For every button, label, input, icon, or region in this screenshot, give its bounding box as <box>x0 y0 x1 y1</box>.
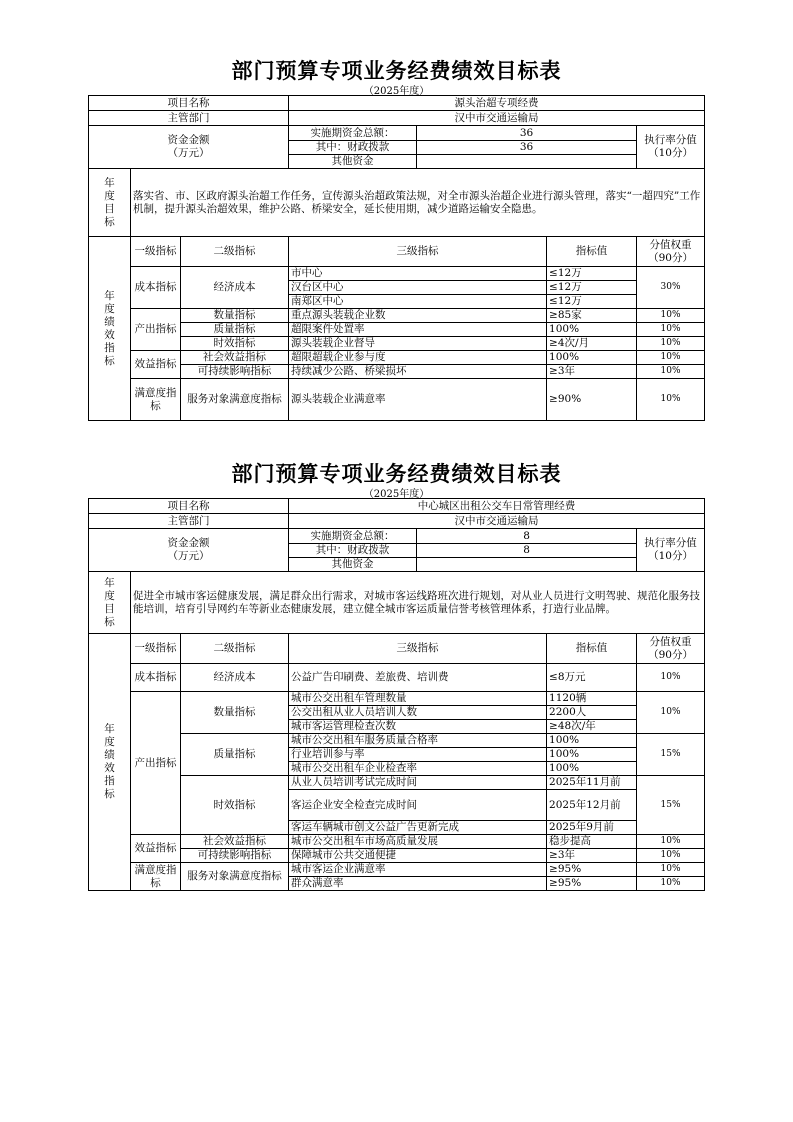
dept-label: 主管部门 <box>89 514 289 529</box>
total-value: 8 <box>417 529 637 544</box>
effect-weight: 10% <box>637 849 705 863</box>
cost-weight: 30% <box>637 267 705 309</box>
funds-label: 资金金额 （万元） <box>89 529 289 572</box>
header-weight: 分值权重 （90分） <box>637 634 705 664</box>
output-name: 重点源头装载企业数 <box>289 309 547 323</box>
table1-year: （2025年度） <box>363 86 430 97</box>
header-level2: 二级指标 <box>181 634 289 664</box>
table1-title: 部门预算专项业务经费绩效目标表 <box>231 59 562 83</box>
cost-l1: 成本指标 <box>131 267 181 309</box>
qual-name: 城市公交出租车服务质量合格率 <box>289 734 547 748</box>
qual-weight: 15% <box>637 734 705 776</box>
output-l2: 数量指标 <box>181 309 289 323</box>
header-value: 指标值 <box>547 634 637 664</box>
time-value: 2025年12月前 <box>547 790 637 821</box>
qual-name: 行业培训参与率 <box>289 748 547 762</box>
goal-label: 年度目标 <box>89 572 131 634</box>
header-level2: 二级指标 <box>181 237 289 267</box>
fiscal-label: 其中：财政拨款 <box>289 544 417 558</box>
qual-name: 城市公交出租车企业检查率 <box>289 762 547 776</box>
other-label: 其他资金 <box>289 558 417 572</box>
cost-row-value: ≤12万 <box>547 281 637 295</box>
dept-label: 主管部门 <box>89 111 289 126</box>
satis-l2: 服务对象满意度指标 <box>181 863 289 891</box>
time-weight: 15% <box>637 776 705 835</box>
satis-name: 群众满意率 <box>289 877 547 891</box>
output-l2: 时效指标 <box>181 337 289 351</box>
fiscal-label: 其中：财政拨款 <box>289 141 417 155</box>
qual-value: 100% <box>547 762 637 776</box>
time-value: 2025年9月前 <box>547 821 637 835</box>
output-value: ≥85家 <box>547 309 637 323</box>
header-weight: 分值权重 （90分） <box>637 237 705 267</box>
qty-l2: 数量指标 <box>181 692 289 734</box>
qty-name: 城市公交出租车管理数量 <box>289 692 547 706</box>
goal-text: 促进全市城市客运健康发展，满足群众出行需求，对城市客运线路班次进行规划，对从业人员进行文明驾驶、规范化服务技能培训，培育引导网约车等新业态健康发展，建立健全城市客运质量信誉考核管理体系，打造行业品牌。 <box>131 572 705 634</box>
qty-name: 城市客运管理检查次数 <box>289 720 547 734</box>
satis-weight: 10% <box>637 379 705 421</box>
cost-l1: 成本指标 <box>131 664 181 692</box>
header-level3: 三级指标 <box>289 237 547 267</box>
output-name: 源头装载企业督导 <box>289 337 547 351</box>
effect-l2: 可持续影响指标 <box>181 849 289 863</box>
satis-l1: 满意度指标 <box>131 379 181 421</box>
dept: 汉中市交通运输局 <box>289 514 705 529</box>
effect-name: 城市公交出租车市场高质量发展 <box>289 835 547 849</box>
effect-name: 保障城市公共交通便捷 <box>289 849 547 863</box>
effect-weight: 10% <box>637 351 705 365</box>
time-name: 从业人员培训考试完成时间 <box>289 776 547 790</box>
qty-weight: 10% <box>637 692 705 734</box>
header-level1: 一级指标 <box>131 634 181 664</box>
qual-l2: 质量指标 <box>181 734 289 776</box>
output-l1: 产出指标 <box>131 692 181 835</box>
table2-year: （2025年度） <box>363 489 430 500</box>
time-name: 客运车辆城市创文公益广告更新完成 <box>289 821 547 835</box>
cost-l2: 经济成本 <box>181 664 289 692</box>
effect-l1: 效益指标 <box>131 351 181 379</box>
output-weight: 10% <box>637 337 705 351</box>
satis-value: ≥95% <box>547 877 637 891</box>
cost-row-value: ≤12万 <box>547 295 637 309</box>
qty-value: ≥48次/年 <box>547 720 637 734</box>
satis-weight: 10% <box>637 877 705 891</box>
project-name-label: 项目名称 <box>89 499 289 514</box>
cost-name: 公益广告印刷费、差旅费、培训费 <box>289 664 547 692</box>
table1 <box>88 95 705 421</box>
qual-value: 100% <box>547 748 637 762</box>
effect-value: 100% <box>547 351 637 365</box>
qty-value: 2200人 <box>547 706 637 720</box>
cost-row-value: ≤12万 <box>547 267 637 281</box>
fiscal-value: 36 <box>417 141 637 155</box>
output-l2: 质量指标 <box>181 323 289 337</box>
effect-value: 稳步提高 <box>547 835 637 849</box>
other-label: 其他资金 <box>289 155 417 169</box>
cost-row-name: 市中心 <box>289 267 547 281</box>
output-weight: 10% <box>637 309 705 323</box>
effect-l2: 社会效益指标 <box>181 835 289 849</box>
effect-value: ≥3年 <box>547 365 637 379</box>
effect-value: ≥3年 <box>547 849 637 863</box>
header-level3: 三级指标 <box>289 634 547 664</box>
output-value: 100% <box>547 323 637 337</box>
cost-l2: 经济成本 <box>181 267 289 309</box>
fiscal-value: 8 <box>417 544 637 558</box>
project-name-label: 项目名称 <box>89 96 289 111</box>
effect-l2: 可持续影响指标 <box>181 365 289 379</box>
time-name: 客运企业安全检查完成时间 <box>289 790 547 821</box>
rate-label: 执行率分值 （10分） <box>637 529 705 572</box>
effect-name: 持续减少公路、桥梁损坏 <box>289 365 547 379</box>
satis-name: 源头装载企业满意率 <box>289 379 547 421</box>
qty-value: 1120辆 <box>547 692 637 706</box>
satis-name: 城市客运企业满意率 <box>289 863 547 877</box>
time-value: 2025年11月前 <box>547 776 637 790</box>
goal-text: 落实省、市、区政府源头治超工作任务，宣传源头治超政策法规，对全市源头治超企业进行源头管理，落实“一超四究”工作机制，提升源头治超效果，维护公路、桥梁安全，延长使用期，减少道路运输安全隐患。 <box>131 169 705 237</box>
output-weight: 10% <box>637 323 705 337</box>
cost-row-name: 汉台区中心 <box>289 281 547 295</box>
project-name: 源头治超专项经费 <box>289 96 705 111</box>
effect-name: 超限超载企业参与度 <box>289 351 547 365</box>
table2 <box>88 498 705 891</box>
satis-l1: 满意度指标 <box>131 863 181 891</box>
satis-l2: 服务对象满意度指标 <box>181 379 289 421</box>
cost-value: ≤8万元 <box>547 664 637 692</box>
effect-weight: 10% <box>637 835 705 849</box>
cost-row-name: 南郑区中心 <box>289 295 547 309</box>
qual-value: 100% <box>547 734 637 748</box>
header-value: 指标值 <box>547 237 637 267</box>
indicator-label: 年度绩效指标 <box>89 237 131 421</box>
goal-label: 年度目标 <box>89 169 131 237</box>
output-name: 超限案件处置率 <box>289 323 547 337</box>
time-l2: 时效指标 <box>181 776 289 835</box>
cost-weight: 10% <box>637 664 705 692</box>
funds-label: 资金金额 （万元） <box>89 126 289 169</box>
total-label: 实施期资金总额： <box>289 126 417 141</box>
qty-name: 公交出租从业人员培训人数 <box>289 706 547 720</box>
total-label: 实施期资金总额： <box>289 529 417 544</box>
output-l1: 产出指标 <box>131 309 181 351</box>
indicator-label: 年度绩效指标 <box>89 634 131 891</box>
effect-weight: 10% <box>637 365 705 379</box>
dept: 汉中市交通运输局 <box>289 111 705 126</box>
satis-value: ≥90% <box>547 379 637 421</box>
output-value: ≥4次/月 <box>547 337 637 351</box>
header-level1: 一级指标 <box>131 237 181 267</box>
other-value <box>417 155 637 169</box>
total-value: 36 <box>417 126 637 141</box>
rate-label: 执行率分值 （10分） <box>637 126 705 169</box>
effect-l2: 社会效益指标 <box>181 351 289 365</box>
table2-title: 部门预算专项业务经费绩效目标表 <box>231 462 562 486</box>
other-value <box>417 558 637 572</box>
satis-value: ≥95% <box>547 863 637 877</box>
effect-l1: 效益指标 <box>131 835 181 863</box>
project-name: 中心城区出租公交车日常管理经费 <box>289 499 705 514</box>
satis-weight: 10% <box>637 863 705 877</box>
